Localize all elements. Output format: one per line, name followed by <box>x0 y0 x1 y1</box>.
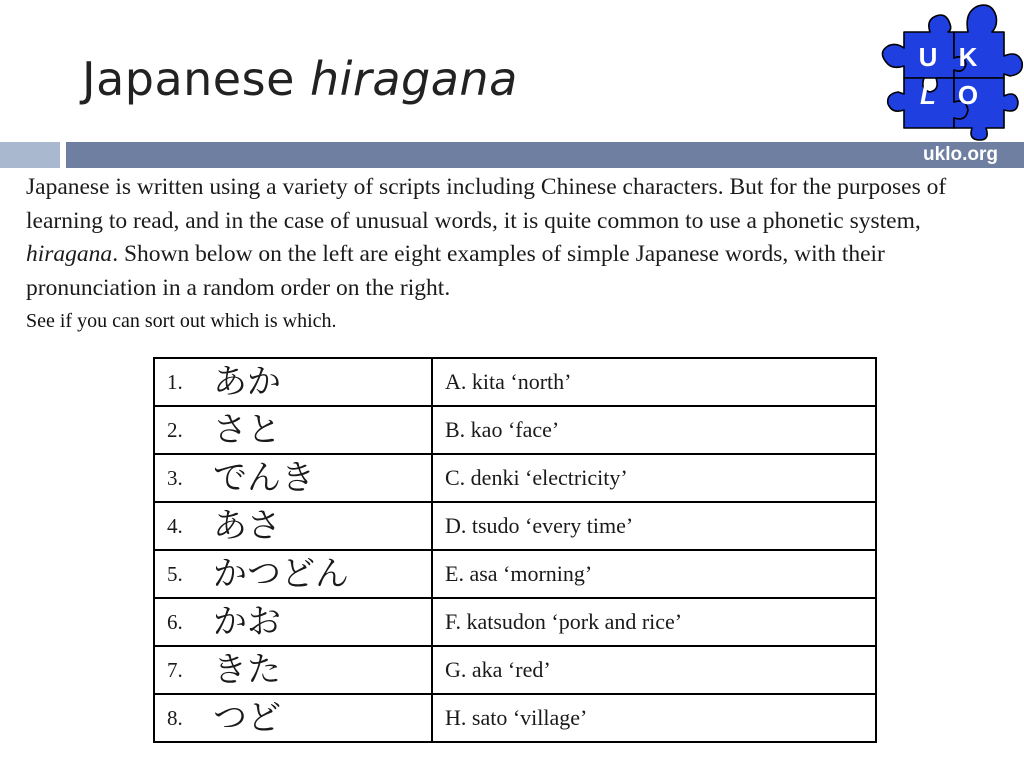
kana-cell <box>154 694 432 742</box>
kana-cell <box>154 502 432 550</box>
matching-table <box>153 357 877 743</box>
item-number: 7. <box>167 657 183 682</box>
kana-word: かつどん <box>213 554 349 594</box>
site-url: uklo.org <box>923 144 998 165</box>
intro-text-1: Japanese is written using a variety of scripts including Chinese characters. But for the purposes of learning to read, and in the case of unusual words, it is quite common to use a phonetic system, <box>26 174 947 234</box>
logo-letter-o: O <box>957 80 979 110</box>
item-number: 2. <box>167 417 183 442</box>
page-title <box>82 52 518 106</box>
logo-letter-l: L <box>920 80 936 110</box>
kana-cell <box>154 598 432 646</box>
table-row <box>154 406 876 454</box>
pronunciation-cell: F. katsudon ‘pork and rice’ <box>432 598 876 646</box>
pronunciation-cell: H. sato ‘village’ <box>432 694 876 742</box>
kana-word: かお <box>213 602 281 642</box>
table-row <box>154 358 876 406</box>
pronunciation-cell: D. tsudo ‘every time’ <box>432 502 876 550</box>
table-row <box>154 694 876 742</box>
kana-cell <box>154 358 432 406</box>
instruction-text: See if you can sort out which is which. <box>26 310 337 332</box>
title-plain: Japanese <box>82 52 310 106</box>
table-row <box>154 598 876 646</box>
pronunciation-cell: E. asa ‘morning’ <box>432 550 876 598</box>
kana-word: きた <box>213 650 281 690</box>
kana-cell <box>154 646 432 694</box>
kana-cell <box>154 406 432 454</box>
logo-letter-u: U <box>918 42 938 72</box>
item-number: 4. <box>167 513 183 538</box>
kana-word: つど <box>213 698 281 738</box>
kana-word: あさ <box>213 506 281 546</box>
header-bar-accent <box>0 142 60 168</box>
intro-italic-word: hiragana <box>26 241 113 267</box>
title-italic: hiragana <box>310 52 518 106</box>
uklo-logo <box>868 0 1024 142</box>
table-row <box>154 646 876 694</box>
item-number: 1. <box>167 369 183 394</box>
table-row <box>154 550 876 598</box>
header-bar <box>66 142 1024 168</box>
table-row <box>154 454 876 502</box>
intro-text-2: . Shown below on the left are eight examples of simple Japanese words, with their pronunciation in a random order on the right. <box>26 241 885 301</box>
logo-letter-k: K <box>958 42 978 72</box>
item-number: 3. <box>167 465 183 490</box>
kana-word: さと <box>213 410 281 450</box>
item-number: 8. <box>167 705 183 730</box>
pronunciation-cell: G. aka ‘red’ <box>432 646 876 694</box>
kana-cell <box>154 550 432 598</box>
pronunciation-cell: A. kita ‘north’ <box>432 358 876 406</box>
intro-paragraph <box>26 171 1016 305</box>
item-number: 5. <box>167 561 183 586</box>
pronunciation-cell: B. kao ‘face’ <box>432 406 876 454</box>
kana-word: あか <box>213 362 281 402</box>
item-number: 6. <box>167 609 183 634</box>
kana-word: でんき <box>213 458 315 498</box>
pronunciation-cell: C. denki ‘electricity’ <box>432 454 876 502</box>
table-row <box>154 502 876 550</box>
kana-cell <box>154 454 432 502</box>
